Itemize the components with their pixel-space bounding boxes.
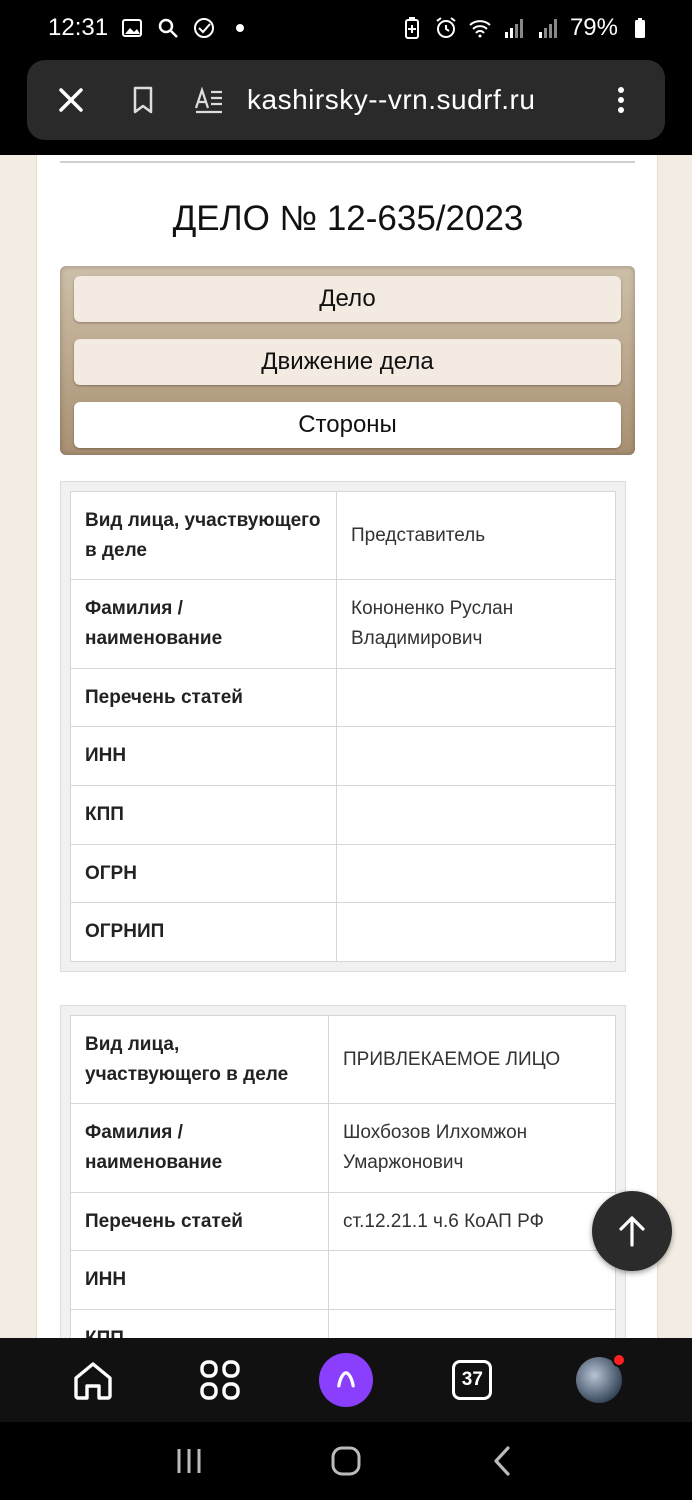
close-tab-button[interactable] — [43, 72, 99, 128]
reader-mode-icon — [193, 84, 225, 116]
profile-button[interactable] — [567, 1348, 631, 1412]
alarm-icon — [434, 16, 458, 40]
recent-apps-button[interactable] — [164, 1436, 214, 1486]
table-row — [71, 727, 616, 786]
row-label: Фамилия / наименование — [71, 580, 337, 669]
system-home-button[interactable] — [321, 1436, 371, 1486]
case-tabs — [60, 266, 635, 455]
services-button[interactable] — [188, 1348, 252, 1412]
content-column — [36, 155, 658, 1338]
party-card — [60, 1005, 626, 1379]
scroll-to-top-button[interactable] — [592, 1191, 672, 1271]
reader-mode-button[interactable] — [181, 72, 237, 128]
open-tabs-button[interactable] — [440, 1348, 504, 1412]
party-card — [60, 481, 626, 972]
table-row — [71, 845, 616, 903]
row-label: Вид лица, участвующего в деле — [71, 492, 337, 580]
party-table — [70, 1015, 616, 1369]
system-back-button[interactable] — [478, 1436, 528, 1486]
row-label: ОГРН — [71, 845, 337, 903]
notification-dot-icon — [228, 16, 252, 40]
system-home-icon — [329, 1444, 363, 1478]
notification-badge — [612, 1353, 626, 1367]
battery-saver-icon — [400, 16, 424, 40]
case-title: ДЕЛО № 12-635/2023 — [172, 199, 524, 238]
system-nav-bar — [0, 1422, 692, 1500]
browser-bottom-nav — [0, 1338, 692, 1422]
tabs-count-badge: 37 — [452, 1360, 492, 1400]
row-label: КПП — [71, 786, 337, 845]
row-label: Вид лица, участвующего в деле — [71, 1016, 329, 1104]
row-label: ИНН — [71, 727, 337, 786]
alice-icon — [319, 1353, 373, 1407]
row-label: ОГРНИП — [71, 903, 337, 962]
alice-assistant-button[interactable] — [314, 1348, 378, 1412]
grid-icon — [197, 1357, 243, 1403]
tab-case[interactable]: Дело — [74, 276, 621, 322]
status-bar — [0, 0, 692, 56]
search-icon — [156, 16, 180, 40]
row-value — [329, 1251, 616, 1310]
wifi-icon — [468, 16, 492, 40]
divider — [60, 161, 635, 163]
battery-percent: 79% — [569, 14, 618, 41]
party-table — [70, 491, 616, 962]
check-circle-icon — [192, 16, 216, 40]
avatar — [576, 1357, 622, 1403]
row-value — [337, 669, 616, 727]
row-label: Фамилия / наименование — [71, 1104, 329, 1193]
row-value — [337, 845, 616, 903]
row-value: ст.12.21.1 ч.6 КоАП РФ — [329, 1193, 616, 1251]
table-row — [71, 1251, 616, 1310]
signal-icon — [502, 16, 526, 40]
table-row — [71, 786, 616, 845]
browser-menu-button[interactable] — [593, 72, 649, 128]
home-button[interactable] — [61, 1348, 125, 1412]
arrow-up-icon — [612, 1211, 652, 1251]
table-row — [71, 1016, 616, 1104]
url-text[interactable]: kashirsky--vrn.sudrf.ru — [247, 84, 536, 115]
bookmark-button[interactable] — [115, 72, 171, 128]
tab-case-movement[interactable]: Движение дела — [74, 339, 621, 385]
row-label: Перечень статей — [71, 1193, 329, 1251]
row-label: Перечень статей — [71, 669, 337, 727]
table-row — [71, 669, 616, 727]
table-row — [71, 903, 616, 962]
row-value: Представитель — [337, 492, 616, 580]
row-value: Шохбозов Илхомжон Умаржонович — [329, 1104, 616, 1193]
bookmark-icon — [127, 84, 159, 116]
table-row — [71, 1193, 616, 1251]
home-icon — [70, 1357, 116, 1403]
battery-icon — [628, 16, 652, 40]
more-vertical-icon — [605, 84, 637, 116]
web-page — [0, 155, 692, 1338]
browser-toolbar — [27, 60, 665, 140]
row-value: Кононенко Руслан Владимирович — [337, 580, 616, 669]
close-icon — [55, 84, 87, 116]
row-label: ИНН — [71, 1251, 329, 1310]
row-value — [337, 903, 616, 962]
row-value — [337, 786, 616, 845]
table-row — [71, 492, 616, 580]
status-time: 12:31 — [48, 14, 109, 41]
signal-2-icon — [536, 16, 560, 40]
tab-parties[interactable]: Стороны — [74, 402, 621, 448]
back-chevron-icon — [486, 1444, 520, 1478]
table-row — [71, 580, 616, 669]
row-value — [337, 727, 616, 786]
row-value: ПРИВЛЕКАЕМОЕ ЛИЦО — [329, 1016, 616, 1104]
gallery-icon — [120, 16, 144, 40]
recent-apps-icon — [172, 1444, 206, 1478]
table-row — [71, 1104, 616, 1193]
